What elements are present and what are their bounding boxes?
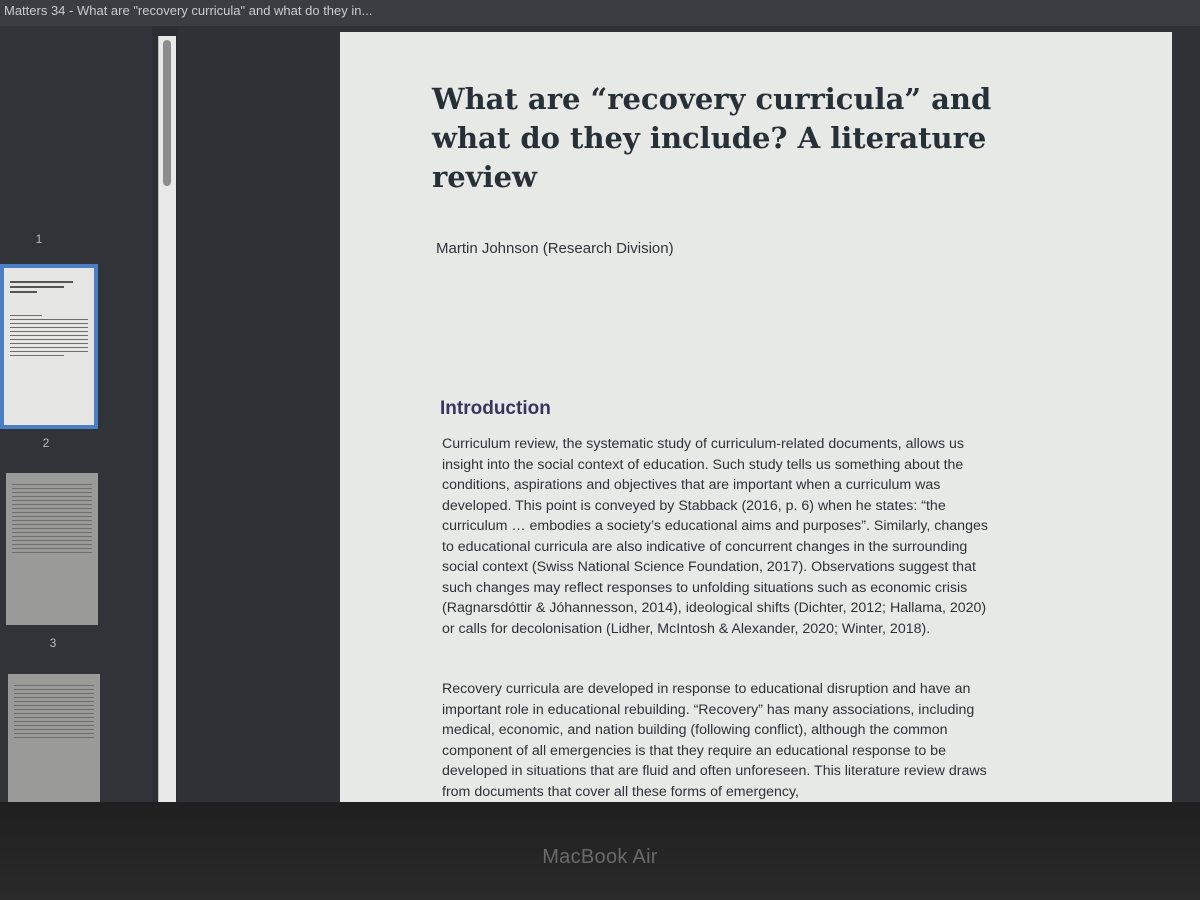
laptop-bezel bbox=[0, 802, 1200, 900]
document-title: What are “recovery curricula” and what do they include? A literature review bbox=[432, 82, 992, 194]
thumbnail-sidebar bbox=[0, 26, 152, 802]
device-label: MacBook Air bbox=[542, 846, 658, 868]
document-page bbox=[340, 32, 1172, 802]
sidebar-scrollbar[interactable] bbox=[158, 36, 176, 802]
window-title: Matters 34 - What are "recovery curricula" and what do they in... bbox=[0, 0, 1200, 26]
paragraph-2: Recovery curricula are developed in response to educational disruption and have an important role in educational rebuilding. “Recovery” has many associations, including medical, economic, and nation building (following conflict), although the common component of all emergencies is that they require an educational response to be developed in situations that are fluid and often unforeseen. This literature review draws from documents that cover all these forms of emergency, bbox=[442, 681, 987, 800]
thumbnail-page-2[interactable] bbox=[6, 473, 98, 625]
section-heading: Introduction bbox=[440, 398, 551, 419]
document-author: Martin Johnson (Research Division) bbox=[436, 240, 674, 257]
thumbnail-label-page-3: 3 bbox=[49, 636, 57, 650]
sidebar-scrollbar-thumb[interactable] bbox=[163, 40, 171, 186]
thumbnail-page-1[interactable] bbox=[0, 264, 98, 429]
thumbnail-page-3[interactable] bbox=[8, 674, 100, 802]
thumbnail-label-page-2: 2 bbox=[42, 436, 50, 450]
document-viewer[interactable] bbox=[178, 26, 1200, 802]
paragraph-1: Curriculum review, the systematic study of curriculum-related documents, allows us insight into the social context of education. Such study tells us something about the conditions, aspirations and objectives that are important when a curriculum was developed. This point is conveyed by Stabback (2016, p. 6) when he states: “the curriculum … embodies a society’s educational aims and purposes”. Similarly, changes to educational curricula are also indicative of concurrent changes in the surrounding social context (Swiss National Science Foundation, 2017). Observations suggest that such changes may reflect responses to unfolding situations such as economic crisis (Ragnarsdóttir & Jóhannesson, 2014), ideological shifts (Dichter, 2012; Hallama, 2020) or calls for decolonisation (Lidher, McIntosh & Alexander, 2020; Winter, 2018). bbox=[442, 436, 988, 637]
thumbnail-label-page-1: 1 bbox=[35, 232, 43, 246]
